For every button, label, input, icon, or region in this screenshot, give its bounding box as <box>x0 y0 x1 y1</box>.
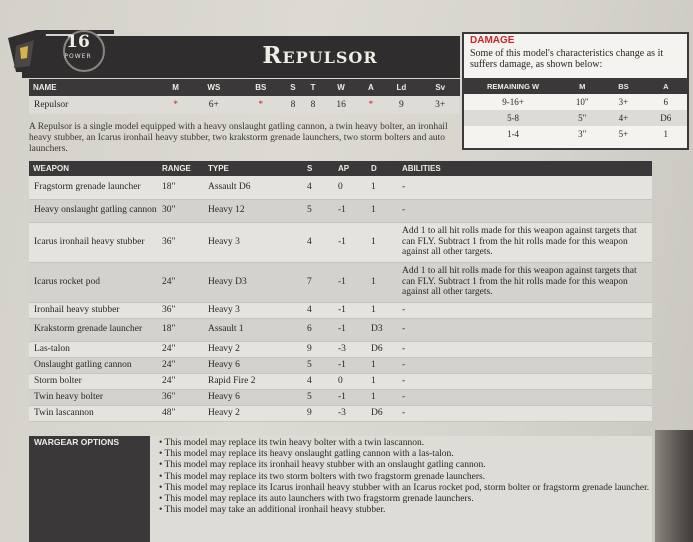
weapon-ap-cell: -1 <box>338 199 371 222</box>
damage-header: M <box>562 78 602 94</box>
power-label: POWER <box>64 53 92 60</box>
weapon-type-cell: Heavy 2 <box>208 341 307 357</box>
weapon-row <box>29 405 652 421</box>
weapon-row <box>29 262 652 302</box>
profile-cell: * <box>163 96 189 114</box>
damage-box <box>462 32 689 150</box>
profile-cell: 3+ <box>420 96 460 114</box>
profile-cell: Repulsor <box>29 96 163 114</box>
weapon-ap-cell: -1 <box>338 222 371 262</box>
weapon-header: WEAPON <box>29 161 162 176</box>
weapon-d-cell: 1 <box>371 222 402 262</box>
wargear-list <box>150 436 652 542</box>
weapon-s-cell: 5 <box>307 199 338 222</box>
profile-header: NAME <box>29 79 163 96</box>
profile-header: Ld <box>382 79 420 96</box>
decorative-artwork <box>655 430 693 542</box>
damage-cell: 1 <box>663 129 669 139</box>
weapon-s-cell: 7 <box>307 262 338 302</box>
weapon-name-cell: Las-talon <box>29 341 162 357</box>
weapon-s-cell: 4 <box>307 222 338 262</box>
weapon-type-cell: Heavy 12 <box>208 199 307 222</box>
damage-cell: 9-16+ <box>502 97 524 107</box>
damage-header: A <box>645 78 687 94</box>
damage-row <box>464 94 687 110</box>
weapon-range-cell: 24" <box>162 341 208 357</box>
damage-cell: 6 <box>663 97 669 107</box>
weapon-d-cell: 1 <box>371 302 402 318</box>
weapon-header: S <box>307 161 338 176</box>
weapon-ap-cell: 0 <box>338 373 371 389</box>
weapon-abilities-cell: - <box>402 302 652 318</box>
profile-header: Sv <box>420 79 460 96</box>
damage-cell: 4+ <box>602 110 644 126</box>
weapon-row <box>29 341 652 357</box>
damage-cell: 10" <box>575 97 589 107</box>
weapon-type-cell: Assault 1 <box>208 318 307 341</box>
weapon-abilities-cell: Add 1 to all hit rolls made for this weapon against targets that can FLY. Subtract 1 from the hit rolls made for this weapon against all other targets. <box>402 222 652 262</box>
weapon-range-cell: 30" <box>162 199 208 222</box>
damage-header: BS <box>602 78 644 94</box>
weapon-d-cell: 1 <box>371 176 402 199</box>
weapon-d-cell: D6 <box>371 405 402 421</box>
profile-cell: * <box>360 96 383 114</box>
weapon-row <box>29 357 652 373</box>
weapon-header: RANGE <box>162 161 208 176</box>
profile-cell: 8 <box>283 96 304 114</box>
weapon-range-cell: 48" <box>162 405 208 421</box>
damage-cell: 3+ <box>618 97 629 107</box>
weapon-type-cell: Heavy 6 <box>208 389 307 405</box>
weapon-name-cell: Krakstorm grenade launcher <box>29 318 162 341</box>
profile-header: W <box>323 79 360 96</box>
weapon-ap-cell: -3 <box>338 405 371 421</box>
damage-cell: D6 <box>645 110 687 126</box>
weapon-abilities-cell: - <box>402 341 652 357</box>
weapon-header-row <box>29 161 652 176</box>
weapon-type-cell: Rapid Fire 2 <box>208 373 307 389</box>
profile-header: S <box>283 79 304 96</box>
weapon-ap-cell: -1 <box>338 262 371 302</box>
wargear-option: • This model may replace its auto launchers with two fragstorm grenade launchers. <box>158 494 652 505</box>
weapon-range-cell: 36" <box>162 222 208 262</box>
weapon-s-cell: 6 <box>307 318 338 341</box>
weapon-abilities-cell: - <box>402 405 652 421</box>
weapon-s-cell: 5 <box>307 357 338 373</box>
weapon-range-cell: 18" <box>162 318 208 341</box>
profile-header: A <box>360 79 383 96</box>
weapon-s-cell: 4 <box>307 176 338 199</box>
weapon-row <box>29 222 652 262</box>
damage-cell: 1-4 <box>507 129 520 139</box>
power-value: 16 <box>66 32 90 52</box>
weapon-abilities-cell: - <box>402 373 652 389</box>
weapon-ap-cell: -1 <box>338 318 371 341</box>
damage-cell: 5-8 <box>464 110 562 126</box>
weapon-row <box>29 389 652 405</box>
weapon-header: TYPE <box>208 161 307 176</box>
unit-description: A Repulsor is a single model equipped with a heavy onslaught gatling cannon, a twin heavy bolter, an ironhail heavy stubber, an Icarus ironhail heavy stubber, two krakstorm grenade launchers, two storm bolters and auto launchers. <box>29 122 448 155</box>
weapon-row <box>29 318 652 341</box>
weapon-abilities-cell: - <box>402 389 652 405</box>
weapon-range-cell: 36" <box>162 302 208 318</box>
weapon-d-cell: 1 <box>371 389 402 405</box>
weapon-name-cell: Twin lascannon <box>29 405 162 421</box>
weapon-rows <box>29 176 652 421</box>
weapon-name-cell: Twin heavy bolter <box>29 389 162 405</box>
damage-cell: 5" <box>562 110 602 126</box>
weapon-abilities-cell: Add 1 to all hit rolls made for this weapon against targets that can FLY. Subtract 1 from the hit rolls made for this weapon against all other targets. <box>402 262 652 302</box>
profile-cell: 8 <box>303 96 322 114</box>
weapon-d-cell: D3 <box>371 318 402 341</box>
wargear-header <box>29 436 150 542</box>
weapon-ap-cell: -1 <box>338 357 371 373</box>
profile-cell: * <box>239 96 282 114</box>
profile-header: T <box>303 79 322 96</box>
weapon-s-cell: 5 <box>307 389 338 405</box>
weapon-type-cell: Heavy 6 <box>208 357 307 373</box>
profile-header: WS <box>189 79 239 96</box>
weapon-type-cell: Heavy 3 <box>208 222 307 262</box>
profile-row <box>29 96 460 114</box>
wargear-option: • This model may replace its heavy onslaught gatling cannon with a las-talon. <box>158 449 652 460</box>
weapon-range-cell: 24" <box>162 373 208 389</box>
profile-cell: 6+ <box>189 96 239 114</box>
weapon-s-cell: 4 <box>307 373 338 389</box>
profile-header-row <box>29 79 460 96</box>
weapon-abilities-cell: - <box>402 176 652 199</box>
damage-cell: 3" <box>578 129 587 139</box>
weapon-row <box>29 373 652 389</box>
weapon-name-cell: Onslaught gatling cannon <box>29 357 162 373</box>
weapon-name-cell: Icarus rocket pod <box>29 262 162 302</box>
weapon-s-cell: 9 <box>307 341 338 357</box>
damage-row <box>464 126 687 142</box>
weapon-row <box>29 302 652 318</box>
skull-icon <box>20 46 28 59</box>
weapon-name-cell: Fragstorm grenade launcher <box>29 176 162 199</box>
weapon-type-cell: Heavy 3 <box>208 302 307 318</box>
profile-table <box>29 79 460 114</box>
weapon-d-cell: 1 <box>371 262 402 302</box>
weapon-range-cell: 18" <box>162 176 208 199</box>
weapon-ap-cell: -1 <box>338 302 371 318</box>
weapon-range-cell: 24" <box>162 262 208 302</box>
weapon-header: ABILITIES <box>402 161 652 176</box>
weapon-header: AP <box>338 161 371 176</box>
weapon-type-cell: Heavy D3 <box>208 262 307 302</box>
weapon-s-cell: 4 <box>307 302 338 318</box>
wargear-option: • This model may take an additional ironhail heavy stubber. <box>158 505 652 516</box>
weapon-range-cell: 24" <box>162 357 208 373</box>
profile-header: M <box>163 79 189 96</box>
damage-header: REMAINING W <box>464 78 562 94</box>
weapon-name-cell: Icarus ironhail heavy stubber <box>29 222 162 262</box>
damage-title: DAMAGE <box>470 35 515 46</box>
weapon-range-cell: 36" <box>162 389 208 405</box>
damage-header-row <box>464 78 687 94</box>
damage-description: Some of this model's characteristics change as it suffers damage, as shown below: <box>470 48 664 70</box>
weapon-ap-cell: 0 <box>338 176 371 199</box>
weapon-type-cell: Heavy 2 <box>208 405 307 421</box>
weapon-row <box>29 199 652 222</box>
weapon-header: D <box>371 161 402 176</box>
weapon-abilities-cell: - <box>402 357 652 373</box>
damage-table <box>464 78 687 142</box>
weapon-d-cell: 1 <box>371 373 402 389</box>
weapon-d-cell: 1 <box>371 357 402 373</box>
weapon-ap-cell: -1 <box>338 389 371 405</box>
weapon-name-cell: Storm bolter <box>29 373 162 389</box>
damage-cell: 5+ <box>618 129 629 139</box>
wargear-option: • This model may replace its Icarus ironhail heavy stubber with an Icarus rocket pod, storm bolter or fragstorm grenade launcher. <box>158 483 652 494</box>
weapon-d-cell: 1 <box>371 199 402 222</box>
weapon-name-cell: Heavy onslaught gatling cannon <box>29 199 162 222</box>
wargear-option: • This model may replace its two storm bolters with two fragstorm grenade launchers. <box>158 472 652 483</box>
unit-title: Repulsor <box>262 42 378 69</box>
weapon-name-cell: Ironhail heavy stubber <box>29 302 162 318</box>
weapon-d-cell: D6 <box>371 341 402 357</box>
weapon-table <box>29 161 652 422</box>
weapon-abilities-cell: - <box>402 199 652 222</box>
wargear-label: WARGEAR OPTIONS <box>34 437 120 447</box>
weapon-abilities-cell: - <box>402 318 652 341</box>
weapon-row <box>29 176 652 199</box>
weapon-type-cell: Assault D6 <box>208 176 307 199</box>
weapon-ap-cell: -3 <box>338 341 371 357</box>
profile-header: BS <box>239 79 282 96</box>
damage-row <box>464 110 687 126</box>
profile-cell: 16 <box>323 96 360 114</box>
weapon-s-cell: 9 <box>307 405 338 421</box>
wargear-option: • This model may replace its twin heavy bolter with a twin lascannon. <box>158 438 652 449</box>
profile-cell: 9 <box>382 96 420 114</box>
wargear-option: • This model may replace its ironhail heavy stubber with an onslaught gatling cannon. <box>158 460 652 471</box>
